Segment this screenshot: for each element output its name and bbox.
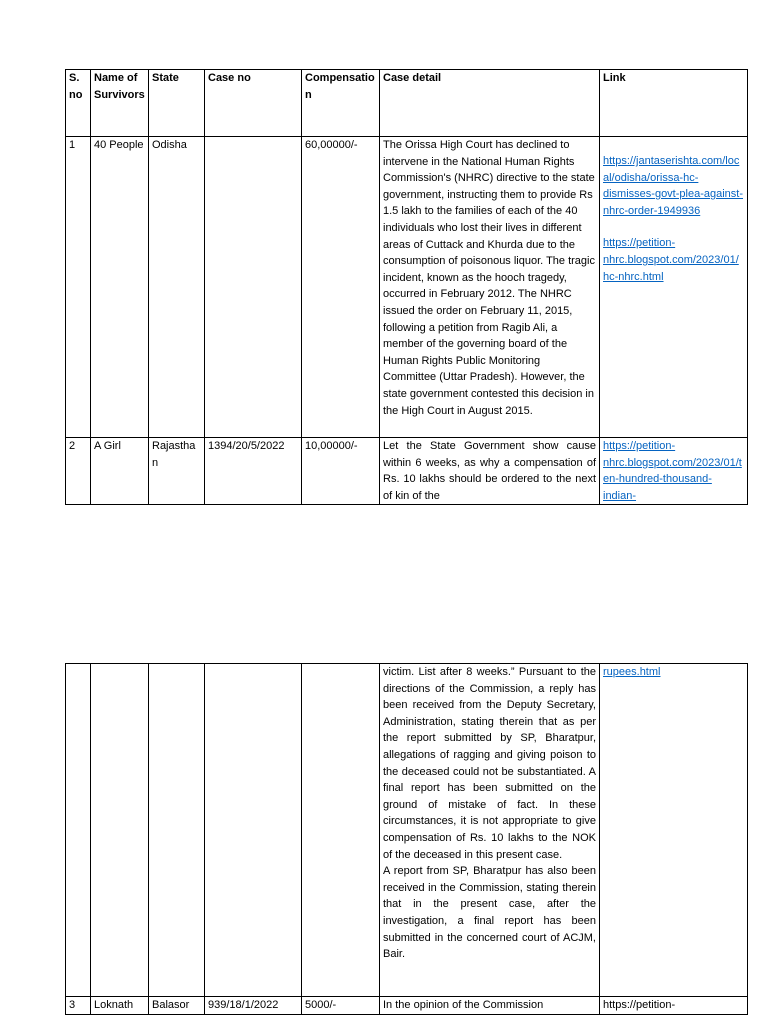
header-sno: S. no (66, 70, 91, 137)
cell-case-no (205, 137, 302, 438)
cell-name: A Girl (91, 438, 149, 505)
cell-case-no: 1394/20/5/2022 (205, 438, 302, 505)
link-jantaserishta[interactable]: https://jantaserishta.com/local/odisha/orissa-hc-dismisses-govt-plea-against-nhrc-order-1949936 (603, 155, 743, 217)
compensation-table-page-2 (65, 663, 748, 1015)
header-compensation: Compensation (302, 70, 380, 137)
cell-compensation: 60,00000/- (302, 137, 380, 438)
cell-sno: 3 (66, 997, 91, 1015)
cell-case-detail: The Orissa High Court has declined to intervene in the National Human Rights Commission's (NHRC) directive to the state government, instructing them to provide Rs 1.5 lakh to the families of each of the 40 individuals who lost their lives in different areas of Cuttack and Khurda due to the consumption of poisonous liquor. The tragic incident, known as the hooch tragedy, occurred in February 2012. The NHRC issued the order on February 11, 2015, following a petition from Ragib Ali, a member of the governing board of the Human Rights Public Monitoring Committee (Uttar Pradesh). However, the state government contested this decision in the High Court in August 2015. (380, 137, 600, 438)
cell-sno: 2 (66, 438, 91, 505)
cell-case-detail: Let the State Government show cause within 6 weeks, as why a compensation of Rs. 10 lakhs should be ordered to the next of kin of the (380, 438, 600, 505)
cell-link (600, 664, 748, 997)
cell-name: Loknath (91, 997, 149, 1015)
cell-case-no: 939/18/1/2022 (205, 997, 302, 1015)
cell-sno: 1 (66, 137, 91, 438)
header-state: State (149, 70, 205, 137)
link-petition-ten-hundred-thousand[interactable]: https://petition-nhrc.blogspot.com/2023/01/ten-hundred-thousand-indian- (603, 440, 742, 502)
table-row-continued (66, 664, 748, 997)
detail-paragraph: A report from SP, Bharatpur has also been received in the Commission, stating therein that in the present case, after the investigation, a final report has been submitted in the concerned court of ACJM, Bair. (383, 865, 596, 961)
table-row (66, 997, 748, 1015)
header-case-detail: Case detail (380, 70, 600, 137)
cell-name: 40 People (91, 137, 149, 438)
cell-link (600, 997, 748, 1015)
cell-state: Odisha (149, 137, 205, 438)
header-name: Name of Survivors (91, 70, 149, 137)
link-petition-partial[interactable]: https://petition- (603, 999, 676, 1011)
detail-paragraph: victim. List after 8 weeks.” Pursuant to the directions of the Commission, a reply has been received from the Deputy Secretary, Administration, stating therein that as per the report submitted by SP, Bharatpur, allegations of ragging and giving poison to the deceased could not be substantiated. A final report has been submitted on the ground of mistake of fact. In these circumstances, it is not appropriate to give compensation of Rs. 10 lakhs to the NOK of the deceased in this present case. (383, 666, 596, 861)
table-row (66, 438, 748, 505)
cell-state: Balasor (149, 997, 205, 1015)
cell-case-detail (380, 664, 600, 997)
table-header-row (66, 70, 748, 137)
header-link: Link (600, 70, 748, 137)
cell-link (600, 137, 748, 438)
table-row (66, 137, 748, 438)
link-petition-hc-nhrc[interactable]: https://petition-nhrc.blogspot.com/2023/01/hc-nhrc.html (603, 237, 739, 283)
cell-state: Rajasthan (149, 438, 205, 505)
cell-compensation: 10,00000/- (302, 438, 380, 505)
link-petition-rupees[interactable]: rupees.html (603, 666, 661, 678)
cell-case-detail: In the opinion of the Commission (380, 997, 600, 1015)
compensation-table-page-1 (65, 69, 748, 505)
header-case-no: Case no (205, 70, 302, 137)
cell-link (600, 438, 748, 505)
cell-compensation: 5000/- (302, 997, 380, 1015)
